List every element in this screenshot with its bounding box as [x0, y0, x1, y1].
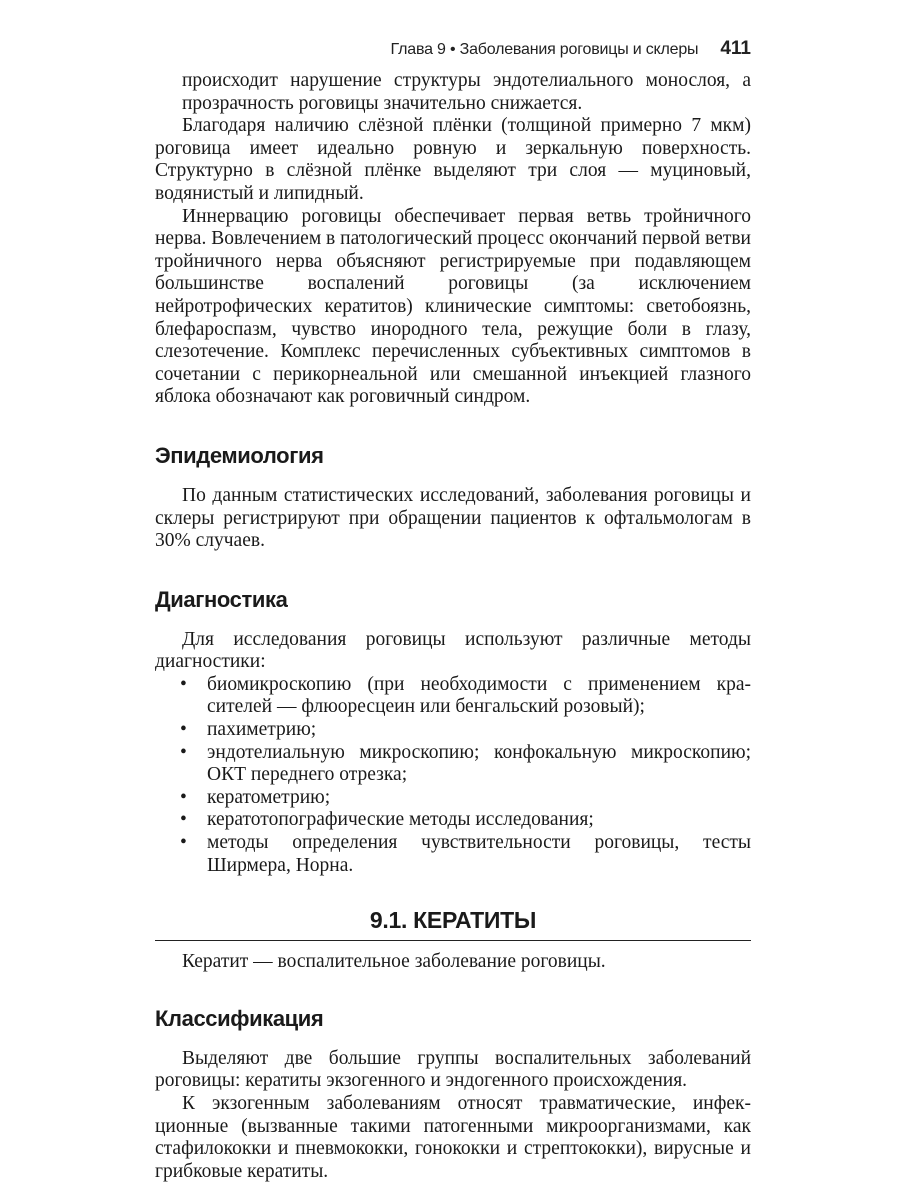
bullet-icon: •	[180, 786, 187, 808]
intro-continued-paragraph: происходит нарушение структуры эндотелиального монослоя, а прозрачность роговицы значительно снижается.	[182, 70, 751, 114]
list-item	[155, 809, 751, 832]
list-item-text: кератотопографические методы исследования;	[207, 809, 594, 831]
diagnostics-heading: Диагностика	[155, 586, 288, 612]
list-item	[155, 742, 751, 787]
list-item-text: пахиметрию;	[207, 719, 317, 741]
list-item	[155, 719, 751, 742]
classification-paragraph-1: Выделяют две большие группы воспалительных заболеваний роговицы: кератиты экзогенного и эндогенного происхождения.	[155, 1047, 751, 1092]
list-item-text: эндотелиальную микроскопию; конфокальную микроскопию; ОКТ переднего отрезка;	[207, 741, 751, 786]
classification-paragraph-2: К экзогенным заболеваниям относят травматические, инфекционные (вызванные такими патогенными микроорганизмами, как стафилококки и пневмококки, гонококки и стрептококки), вирусные и грибковые кератиты.	[155, 1093, 751, 1182]
keratitis-section-heading: 9.1. КЕРАТИТЫ	[155, 907, 751, 941]
bullet-icon: •	[180, 809, 187, 831]
keratitis-definition: Кератит — воспалительное заболевание роговицы.	[182, 951, 606, 973]
list-item-text: биомикроскопию (при необходимости с применением красителей — флюоресцеин или бенгальский розовый);	[207, 673, 751, 718]
tear-film-paragraph: Благодаря наличию слёзной плёнки (толщиной примерно 7 мкм) роговица имеет идеально ровную и зеркальную поверхность. Структурно в слёзной плёнке выделяют три слоя — муциновый, водянистый и липидный.	[155, 115, 751, 204]
page-number: 411	[720, 38, 751, 59]
diagnostics-list	[155, 674, 751, 877]
chapter-title: Глава 9 • Заболевания роговицы и склеры	[390, 41, 699, 58]
bullet-icon: •	[180, 673, 187, 695]
list-item-text: кератометрию;	[207, 786, 331, 808]
list-item	[155, 674, 751, 719]
bullet-icon: •	[180, 719, 187, 741]
epidemiology-heading: Эпидемиология	[155, 442, 324, 468]
running-header	[155, 38, 751, 60]
body-text	[155, 70, 751, 1183]
bullet-icon: •	[180, 741, 187, 763]
list-item	[155, 787, 751, 810]
diagnostics-intro: Для исследования роговицы используют различные методы диагностики:	[155, 628, 751, 673]
list-item-text: методы определения чувствительности роговицы, тесты Ширмера, Норна.	[207, 832, 751, 876]
list-item	[155, 832, 751, 877]
classification-heading: Классификация	[155, 1005, 324, 1031]
innervation-paragraph: Иннервацию роговицы обеспечивает первая ветвь тройничного нерва. Вовлечением в патологический процесс окончаний первой ветви тройничного нерва объясняют регистрируемые при подавляющем большинстве воспалений роговицы (за исключением нейротрофических кератитов) клинические симптомы: светобоязнь, блефароспазм, чувство инородного тела, режущие боли в глазу, слезотечение. Комплекс перечисленных субъективных симптомов в сочетании с перикорнеальной или смешанной инъекцией глазного яблока обозначают как роговичный синдром.	[155, 205, 751, 408]
bullet-icon: •	[180, 832, 187, 854]
epidemiology-paragraph: По данным статистических исследований, заболевания роговицы и склеры регистрируют при обращении пациентов к офтальмологам в 30% случаев.	[155, 484, 751, 552]
